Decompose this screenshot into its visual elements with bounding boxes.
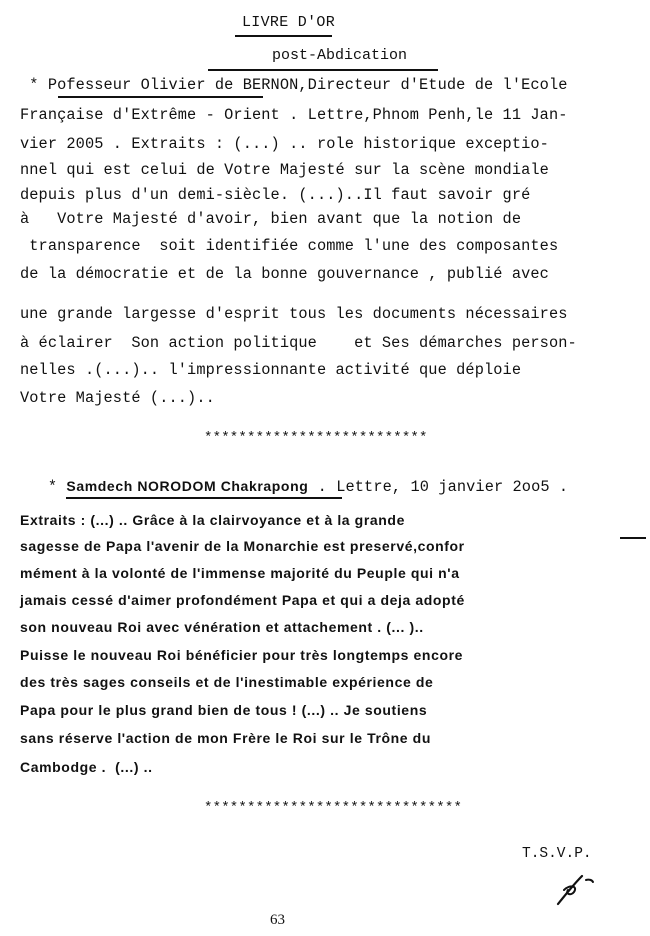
entry-1-line-2: Française d'Extrême - Orient . Lettre,Phnom Penh,le 11 Jan- bbox=[20, 106, 568, 124]
entry-2-line-11: Cambodge . (...) .. bbox=[20, 759, 153, 775]
entry-1-line-1: * Pofesseur Olivier de BERNON,Directeur d'Etude de l'Ecole bbox=[20, 76, 568, 94]
entry-1-line-4: nnel qui est celui de Votre Majesté sur la scène mondiale bbox=[20, 161, 549, 179]
entry-2-line-10: sans réserve l'action de mon Frère le Roi sur le Trône du bbox=[20, 730, 431, 746]
entry-1-line-3: vier 2005 . Extraits : (...) .. role historique exceptio- bbox=[20, 135, 549, 153]
entry-2-line-1 bbox=[20, 476, 568, 497]
entry-2-author-underline bbox=[66, 497, 342, 499]
page-title: LIVRE D'OR bbox=[242, 14, 336, 31]
entry-2-line-8: des très sages conseils et de l'inestimable expérience de bbox=[20, 674, 434, 690]
entry-1-line-12: Votre Majesté (...).. bbox=[20, 389, 215, 407]
entry-1-line-9: une grande largesse d'esprit tous les documents nécessaires bbox=[20, 305, 568, 323]
entry-1-line-5: depuis plus d'un demi-siècle. (...)..Il faut savoir gré bbox=[20, 186, 531, 204]
separator-2: ****************************** bbox=[204, 800, 463, 816]
entry-2-author: Samdech NORODOM Chakrapong bbox=[66, 478, 309, 494]
entry-1-line-11: nelles .(...).. l'impressionnante activité que déploie bbox=[20, 361, 522, 379]
page-subtitle: post-Abdication bbox=[272, 47, 408, 64]
entry-2-line-7: Puisse le nouveau Roi bénéficier pour très longtemps encore bbox=[20, 647, 464, 663]
entry-2-line-2: Extraits : (...) .. Grâce à la clairvoyance et à la grande bbox=[20, 512, 405, 528]
entry-2-line-5: jamais cessé d'aimer profondément Papa et qui a deja adopté bbox=[20, 592, 465, 608]
entry-1-line-10: à éclairer Son action politique et Ses démarches person- bbox=[20, 334, 577, 352]
entry-1-author-underline bbox=[58, 96, 263, 98]
separator-1: ************************** bbox=[204, 430, 428, 446]
page-number: 63 bbox=[270, 912, 285, 928]
title-underline bbox=[235, 35, 332, 37]
continued-note: T.S.V.P. bbox=[522, 846, 592, 862]
entry-2-heading-rest: . Lettre, 10 janvier 2oo5 . bbox=[308, 478, 569, 496]
subtitle-underline bbox=[208, 69, 438, 71]
handwritten-initial-mark bbox=[552, 870, 602, 910]
hyphen-mark bbox=[620, 537, 646, 539]
entry-1-line-6: à Votre Majesté d'avoir, bien avant que la notion de bbox=[20, 210, 522, 228]
entry-2-line-6: son nouveau Roi avec vénération et attachement . (... ).. bbox=[20, 619, 424, 635]
entry-2-line-4: mément à la volonté de l'immense majorité du Peuple qui n'a bbox=[20, 565, 460, 581]
entry-2-line-9: Papa pour le plus grand bien de tous ! (...) .. Je soutiens bbox=[20, 702, 428, 718]
entry-1-line-8: de la démocratie et de la bonne gouvernance , publié avec bbox=[20, 265, 549, 283]
entry-1-line-7: transparence soit identifiée comme l'une des composantes bbox=[20, 237, 559, 255]
entry-2-author-prefix: * bbox=[20, 478, 67, 496]
entry-2-line-3: sagesse de Papa l'avenir de la Monarchie est preservé,confor bbox=[20, 538, 465, 554]
